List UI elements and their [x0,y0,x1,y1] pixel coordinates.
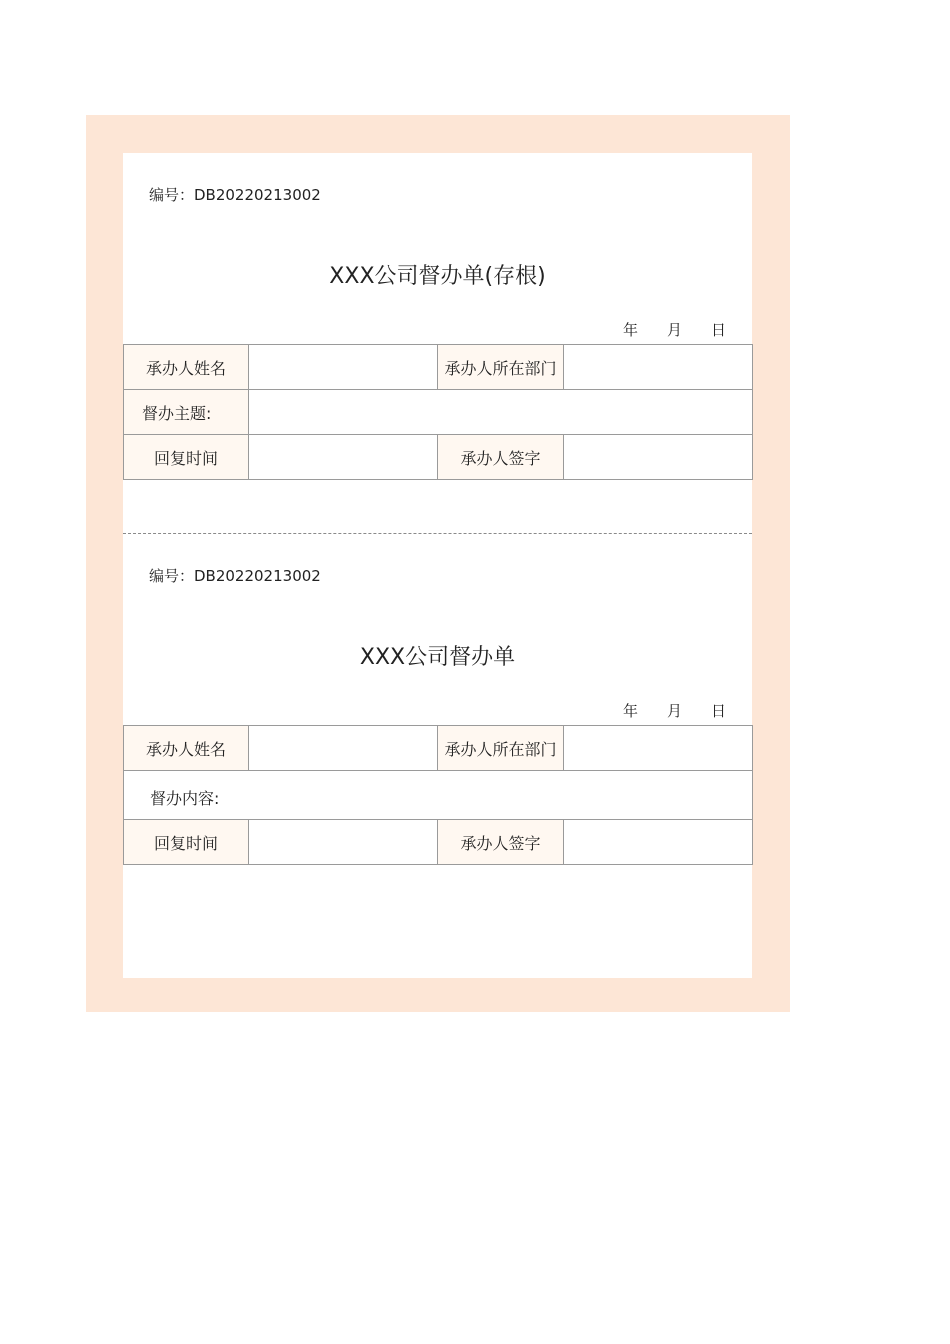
stub-row-subject [124,390,753,435]
stub-assignee-name-label: 承办人姓名 [124,345,249,390]
main-form-table [123,725,753,865]
main-reply-time-field[interactable] [249,820,438,865]
main-assignee-sign-label: 承办人签字 [438,820,564,865]
stub-assignee-dept-field[interactable] [564,345,753,390]
main-date-day: 日 [711,702,727,720]
main-date-year: 年 [623,702,639,720]
main-reply-time-label: 回复时间 [124,820,249,865]
main-row-content [124,771,753,820]
stub-date-month: 月 [667,321,683,339]
supervision-sheet [123,153,752,978]
main-row-assignee [124,726,753,771]
stub-serial-number: 编号：DB20220213002 [149,186,321,204]
main-assignee-name-label: 承办人姓名 [124,726,249,771]
stub-date-year: 年 [623,321,639,339]
stub-row-assignee [124,345,753,390]
stub-assignee-dept-label: 承办人所在部门 [438,345,564,390]
tear-off-line [123,533,752,534]
stub-title: XXX公司督办单(存根) [329,264,546,289]
main-row-reply [124,820,753,865]
main-serial-number: 编号：DB20220213002 [149,567,321,585]
stub-form-table [123,344,753,480]
main-assignee-dept-field[interactable] [564,726,753,771]
stub-row-reply [124,435,753,480]
stub-date-day: 日 [711,321,727,339]
main-content-field[interactable] [124,771,753,820]
main-title: XXX公司督办单 [359,645,516,670]
main-assignee-dept-label: 承办人所在部门 [438,726,564,771]
main-assignee-sign-field[interactable] [564,820,753,865]
main-date-month: 月 [667,702,683,720]
stub-subject-field[interactable] [249,390,753,435]
stub-assignee-name-field[interactable] [249,345,438,390]
stub-assignee-sign-label: 承办人签字 [438,435,564,480]
main-assignee-name-field[interactable] [249,726,438,771]
stub-assignee-sign-field[interactable] [564,435,753,480]
stub-reply-time-label: 回复时间 [124,435,249,480]
main-content-label: 督办内容: [150,788,220,808]
stub-subject-label: 督办主题: [124,390,249,435]
stub-reply-time-field[interactable] [249,435,438,480]
